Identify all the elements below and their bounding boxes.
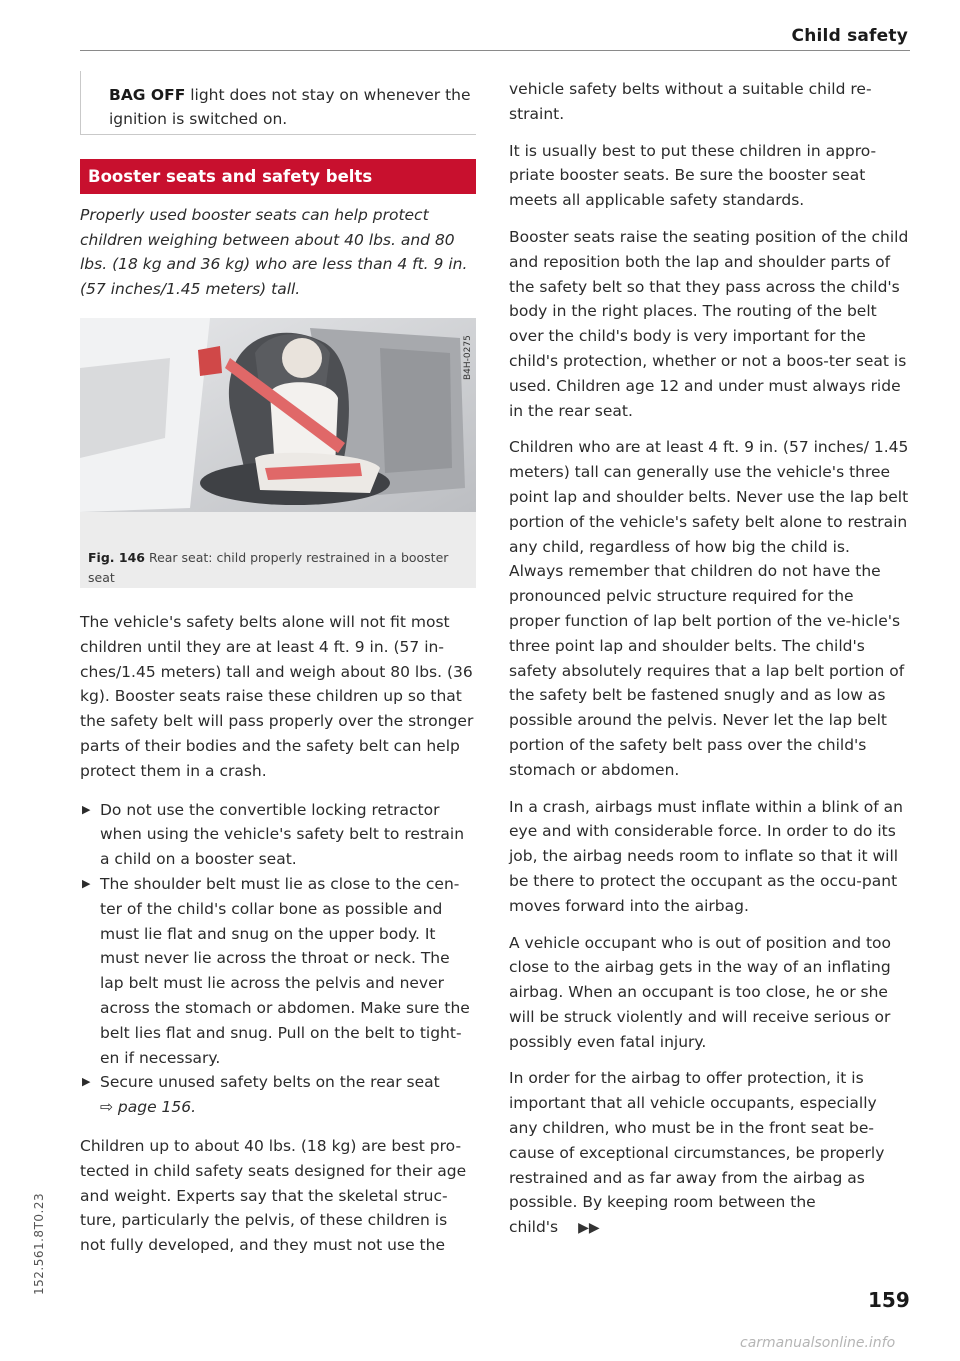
caption-label: Fig. 146 <box>88 550 145 565</box>
note-bold: BAG OFF <box>109 86 186 104</box>
right-paragraph-5: In a crash, airbags must inflate within a blink of an eye and with considerable force. In order to do its job, the airbag needs room to inflate so that it will be there to protect the occupant as the occu-pant moves forward into the airbag. <box>509 797 903 915</box>
bullet-text: Secure unused safety belts on the rear seat <box>100 1073 440 1092</box>
section-intro: Properly used booster seats can help protect children weighing between about 40 lbs. and 80 lbs. (18 kg and 36 kg) who are less than 4 ft. 9 in. (57 inches/1.45 meters) tall. <box>80 206 468 298</box>
continue-arrow-icon: ▶▶ <box>578 1220 600 1237</box>
right-body <box>509 77 909 1253</box>
note-body: light does not stay on whenever the ignition is switched on. <box>109 86 471 128</box>
bullet-text: The shoulder belt must lie as close to the cen-ter of the child's collar bone as possible and must lie flat and snug on the upper body. It must never lie across the throat or neck. The lap belt must lie across the pelvis and never across the stomach or abdomen. Make sure the belt lies flat and snug. Pull on the belt to tight-en if necessary. <box>100 874 470 1067</box>
bullet-triangle-icon: ▶ <box>82 802 91 816</box>
figure-caption <box>80 512 476 588</box>
booster-seat-illustration <box>80 318 476 512</box>
right-paragraph-6: A vehicle occupant who is out of position and too close to the airbag gets in the way of an inflating airbag. When an occupant is too close, he or she will be struck violently and will receive serious or possibly even fatal injury. <box>509 933 892 1051</box>
bullet-item <box>80 1070 476 1120</box>
bullet-text: Do not use the convertible locking retractor when using the vehicle's safety belt to restrain a child on a booster seat. <box>100 800 465 869</box>
right-paragraph-7-text: In order for the airbag to offer protection, it is important that all vehicle occupants, especially any children, who must be in the front seat be-cause of exceptional circumstances, be properly restrained and as far away from the airbag as possible. By keeping room between the child's <box>509 1069 885 1237</box>
right-paragraph-3: Booster seats raise the seating position of the child and reposition both the lap and shoulder parts of the safety belt so that they pass across the child's body in the right places. The routing of the belt over the child's body is very important for the child's protection, whether or not a boos-ter seat is used. Children age 12 and under must always ride in the rear seat. <box>509 227 909 420</box>
page-number: 159 <box>868 1288 910 1312</box>
right-paragraph-1: vehicle safety belts without a suitable child re-straint. <box>509 80 872 123</box>
page-header-title: Child safety <box>791 26 908 46</box>
watermark: carmanualsonline.info <box>740 1335 896 1351</box>
bullet-triangle-icon: ▶ <box>82 876 91 890</box>
right-paragraph-7 <box>509 1066 909 1241</box>
caption-text: Rear seat: child properly restrained in a booster seat <box>88 550 449 585</box>
right-paragraph-4: Children who are at least 4 ft. 9 in. (57 inches/ 1.45 meters) tall can generally use the vehicle's three point lap and shoulder belts. Never use the lap belt portion of the vehicle's safety belt alone to restrain any child, regardless of how big the child is. Always remember that children do not have the pronounced pelvic structure required for the proper function of lap belt portion of the ve-hicle's three point lap and shoulder belts. The child's safety absolutely requires that a lap belt portion of the safety belt be fastened snugly and as low as possible around the pelvis. Never let the lap belt portion of the safety belt pass over the child's stomach or abdomen. <box>509 438 909 779</box>
bullet-item <box>80 798 476 872</box>
note-text <box>81 71 476 131</box>
page-reference-link[interactable]: ⇨ page 156. <box>100 1098 197 1117</box>
figure-image <box>80 318 476 512</box>
left-paragraph-1: The vehicle's safety belts alone will not fit most children until they are at least 4 ft. 9 in. (57 in-ches/1.45 meters) tall and weigh about 80 lbs. (36 kg). Booster seats raise these children up so that the safety belt will pass properly over the stronger parts of their bodies and the safety belt can help protect them in a crash. <box>80 613 474 780</box>
bullet-list <box>80 798 476 1120</box>
left-paragraph-2: Children up to about 40 lbs. (18 kg) are best pro-tected in child safety seats designed for their age and weight. Experts say that the skeletal struc-ture, particularly the pelvis, of these children is not fully developed, and they must not use the <box>80 1136 467 1255</box>
left-body <box>80 610 476 1258</box>
bullet-triangle-icon: ▶ <box>82 1075 91 1089</box>
right-paragraph-2: It is usually best to put these children in appro-priate booster seats. Be sure the booster seat meets all applicable safety standards. <box>509 141 877 210</box>
note-box <box>80 71 476 135</box>
section-heading: Booster seats and safety belts <box>80 159 476 194</box>
header-rule <box>80 50 910 51</box>
bullet-item <box>80 872 476 1070</box>
figure-code: B4H-0275 <box>463 335 473 380</box>
side-document-code: 152.561.8T0.23 <box>32 1192 46 1295</box>
